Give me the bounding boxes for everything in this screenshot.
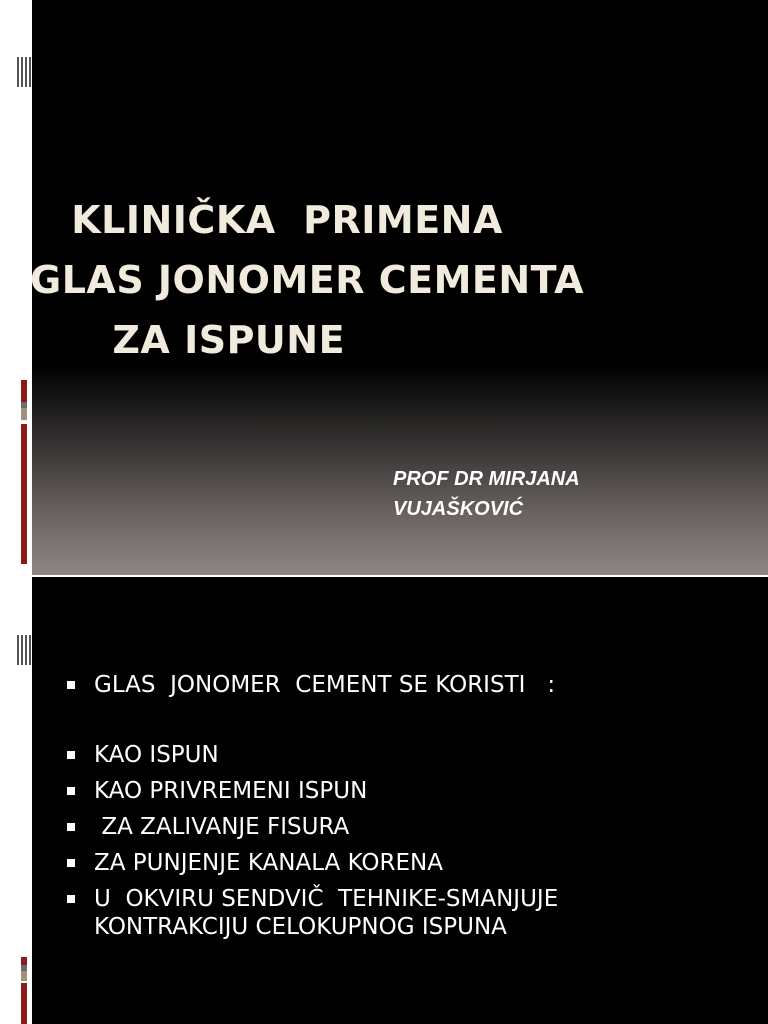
barcode-marker-icon [17,635,31,665]
slide-author [393,464,733,524]
margin-accent-tan [21,408,27,420]
list-item: ZA ZALIVANJE FISURA [64,813,744,841]
title-line-2: GLAS JONOMER CEMENTA [30,258,585,302]
list-item: U OKVIRU SENDVIČ TEHNIKE-SMANJUJE KONTRAKCIJU CELOKUPNOG ISPUNA [64,885,744,941]
author-line-2: VUJAŠKOVIĆ [393,498,524,520]
square-bullet-icon [67,787,75,795]
margin-accent-red-long [21,983,27,1024]
list-item: KAO PRIVREMENI ISPUN [64,777,744,805]
margin-accent-red [21,380,27,402]
square-bullet-icon [67,895,75,903]
margin-accent-red-long [21,424,27,564]
square-bullet-icon [67,751,75,759]
author-line-1: PROF DR MIRJANA [393,468,580,490]
list-item: KAO ISPUN [64,741,744,769]
square-bullet-icon [67,823,75,831]
slide-2 [0,577,768,1024]
margin-accent-tan [21,971,27,981]
list-item: GLAS JONOMER CEMENT SE KORISTI : [64,671,744,699]
square-bullet-icon [67,681,75,689]
title-line-1: KLINIČKA PRIMENA [30,198,503,242]
list-item: ZA PUNJENJE KANALA KORENA [64,849,744,877]
title-line-3: ZA ISPUNE [30,318,346,362]
bullet-list [64,671,744,949]
margin-accent-red [21,957,27,965]
barcode-marker-icon [17,57,31,87]
slide-title [30,190,768,370]
square-bullet-icon [67,859,75,867]
